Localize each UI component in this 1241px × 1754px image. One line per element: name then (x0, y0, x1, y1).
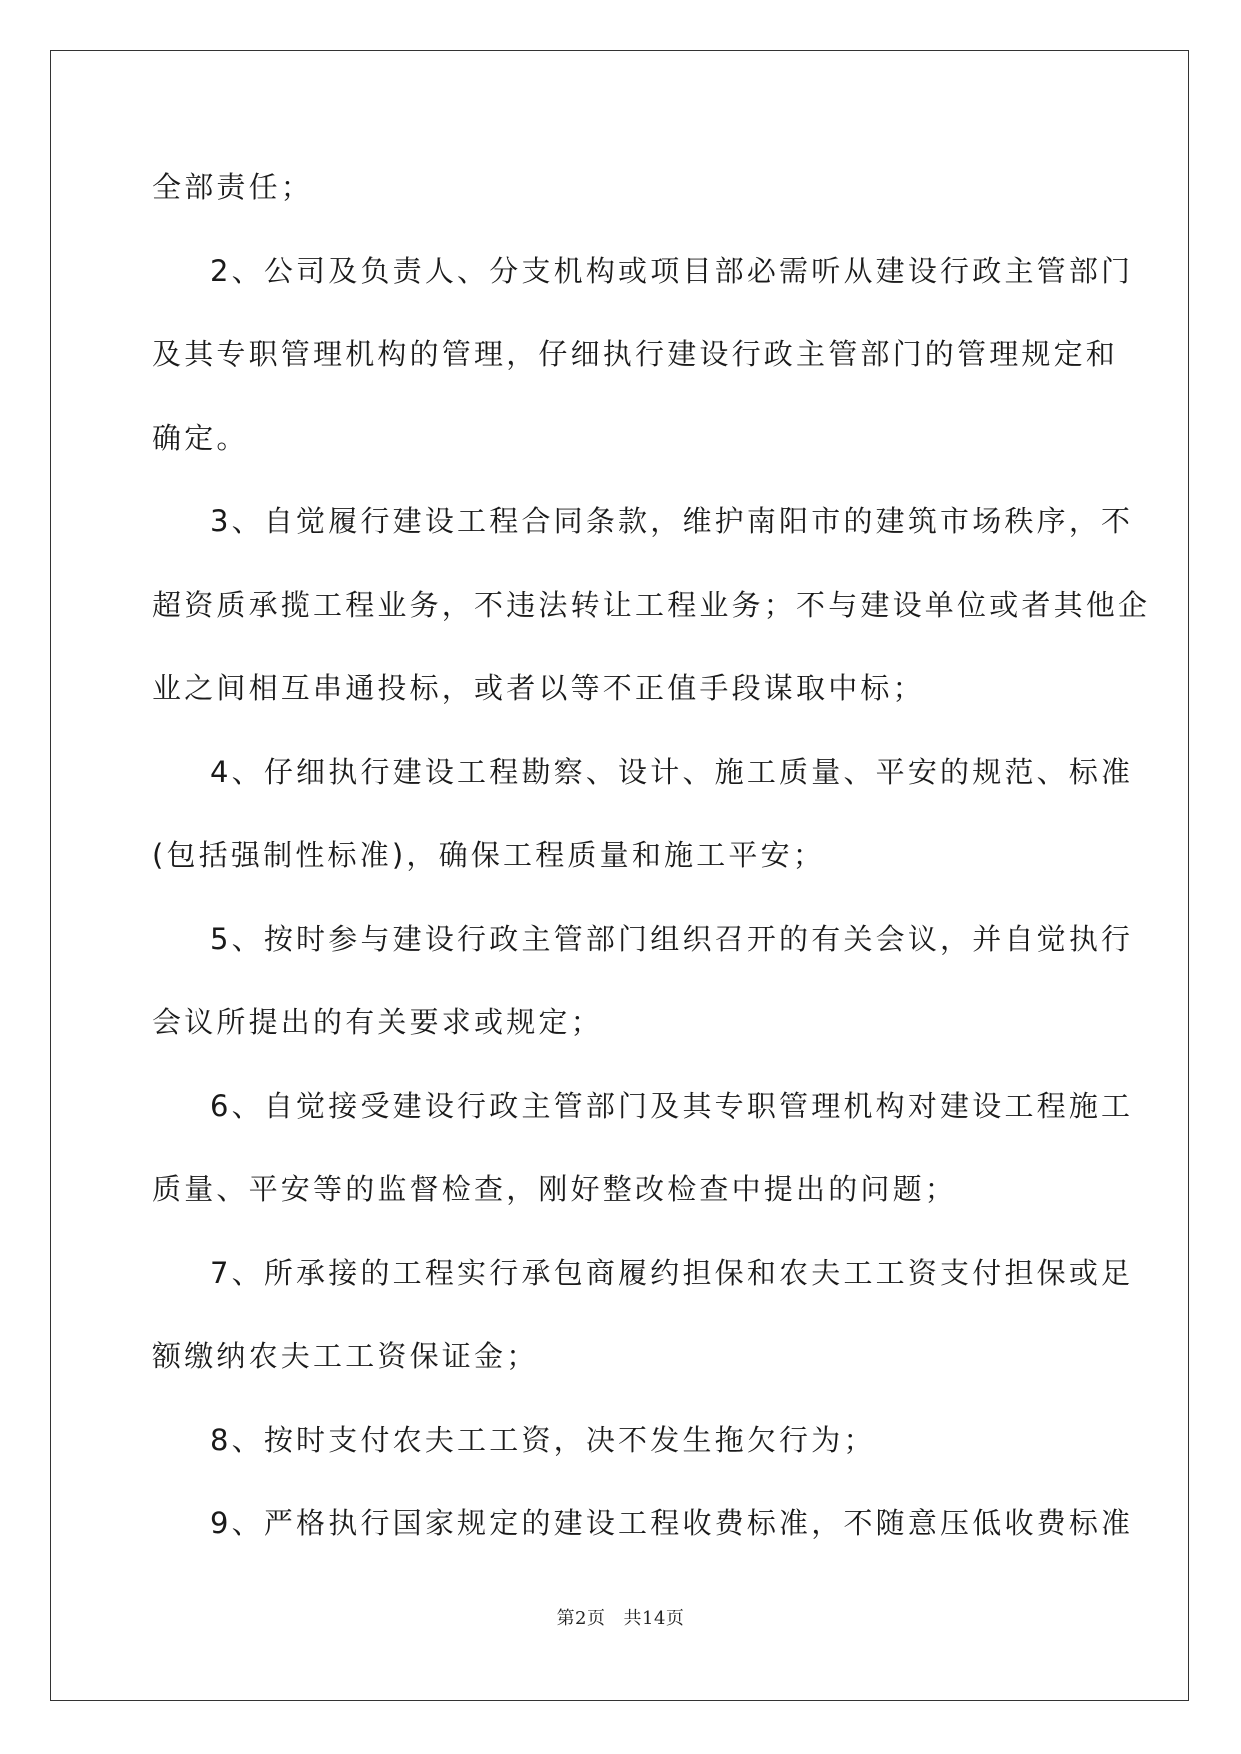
text-line: 4、仔细执行建设工程勘察、设计、施工质量、平安的规范、标准 (210, 754, 1134, 789)
text-line: 额缴纳农夫工工资保证金； (152, 1339, 539, 1373)
text-line: 7、所承接的工程实行承包商履约担保和农夫工工资支付担保或足 (210, 1255, 1134, 1290)
text-line: 6、自觉接受建设行政主管部门及其专职管理机构对建设工程施工 (210, 1088, 1134, 1123)
page-number: 第2页 (556, 1608, 606, 1629)
text-line: 质量、平安等的监督检查，刚好整改检查中提出的问题； (152, 1172, 958, 1206)
page-total: 共14页 (623, 1608, 685, 1629)
text-line: 2、公司及负责人、分支机构或项目部必需听从建设行政主管部门 (210, 253, 1134, 288)
text-line: 9、严格执行国家规定的建设工程收费标准，不随意压低收费标准 (210, 1506, 1134, 1540)
document-body (152, 162, 1151, 1582)
text-line: 3、自觉履行建设工程合同条款，维护南阳市的建筑市场秩序，不 (210, 504, 1134, 538)
text-line: 5、按时参与建设行政主管部门组织召开的有关会议，并自觉执行 (210, 921, 1134, 956)
page-footer (0, 1604, 1241, 1630)
text-line: 确定。 (152, 420, 249, 455)
text-line: 及其专职管理机构的管理，仔细执行建设行政主管部门的管理规定和 (152, 337, 1119, 371)
text-line: 8、按时支付农夫工工资，决不发生拖欠行为； (210, 1422, 876, 1457)
text-line: 超资质承揽工程业务，不违法转让工程业务；不与建设单位或者其他企 (152, 587, 1151, 622)
text-line: 会议所提出的有关要求或规定； (152, 1005, 603, 1039)
text-line: (包括强制性标准)，确保工程质量和施工平安； (152, 838, 826, 872)
text-line: 全部责任； (152, 170, 314, 204)
text-line: 业之间相互串通投标，或者以等不正值手段谋取中标； (152, 671, 925, 705)
